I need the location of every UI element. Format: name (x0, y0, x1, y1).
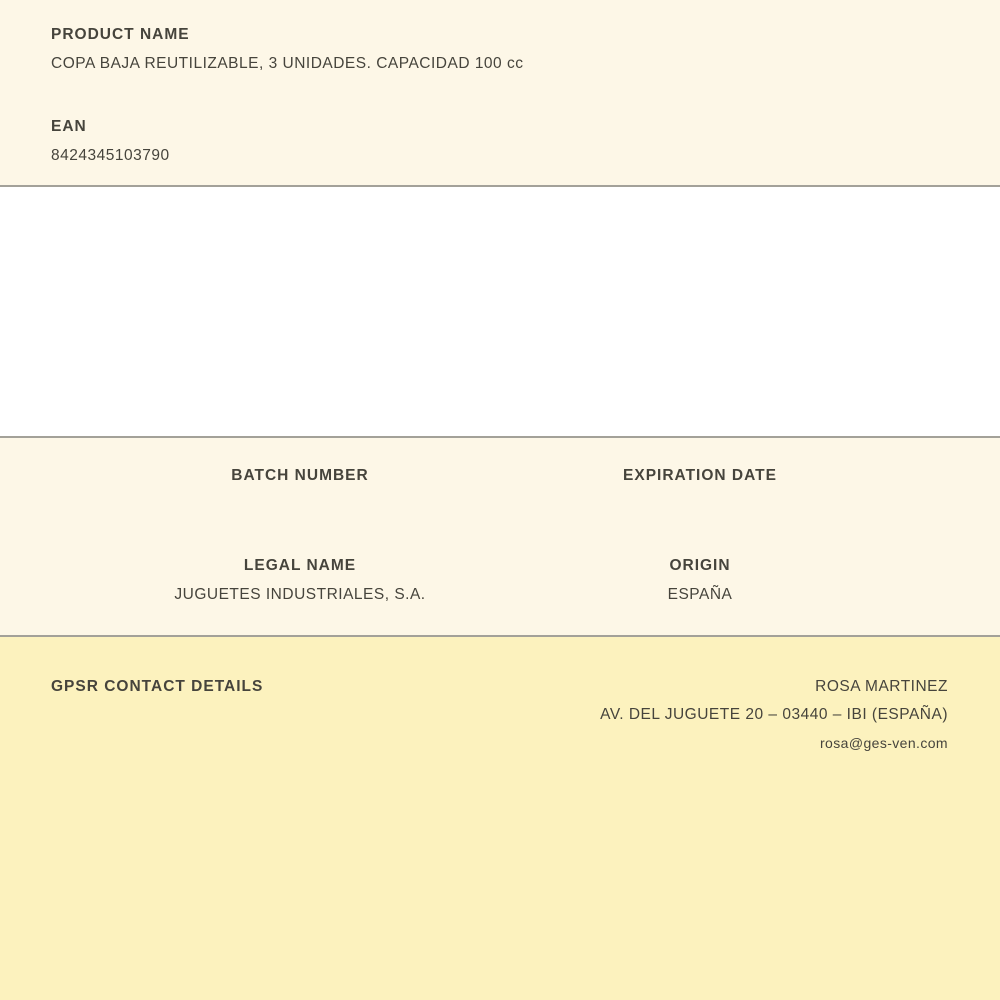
contact-name: ROSA MARTINEZ (815, 677, 948, 695)
contact-details-block (600, 677, 948, 752)
expiration-date-label: EXPIRATION DATE (623, 466, 777, 484)
gpsr-contact-section (0, 637, 1000, 1000)
expiration-date-value (500, 496, 900, 514)
origin-value: ESPAÑA (667, 585, 733, 603)
legal-name-label: LEGAL NAME (243, 556, 357, 574)
product-name-value: COPA BAJA REUTILIZABLE, 3 UNIDADES. CAPACIDAD 100 cc (51, 55, 524, 72)
origin-field (500, 557, 900, 647)
product-image-area (0, 187, 1000, 436)
ean-value: 8424345103790 (51, 147, 170, 164)
ean-field (51, 118, 949, 165)
contact-address: AV. DEL JUGUETE 20 – 03440 – IBI (ESPAÑA) (600, 705, 948, 723)
batch-number-field (100, 467, 500, 557)
legal-name-field (100, 557, 500, 647)
gpsr-contact-heading: GPSR CONTACT DETAILS (51, 677, 264, 695)
product-name-field (51, 26, 949, 73)
details-section (0, 438, 1000, 635)
details-grid (100, 467, 900, 647)
batch-number-label: BATCH NUMBER (231, 466, 369, 484)
expiration-date-field (500, 467, 900, 557)
legal-name-value: JUGUETES INDUSTRIALES, S.A. (174, 585, 426, 603)
product-info-section (0, 0, 1000, 185)
contact-email: rosa@ges-ven.com (820, 734, 948, 751)
origin-label: ORIGIN (669, 556, 731, 574)
ean-label: EAN (51, 118, 87, 135)
batch-number-value (100, 496, 500, 514)
product-name-label: PRODUCT NAME (51, 26, 190, 43)
